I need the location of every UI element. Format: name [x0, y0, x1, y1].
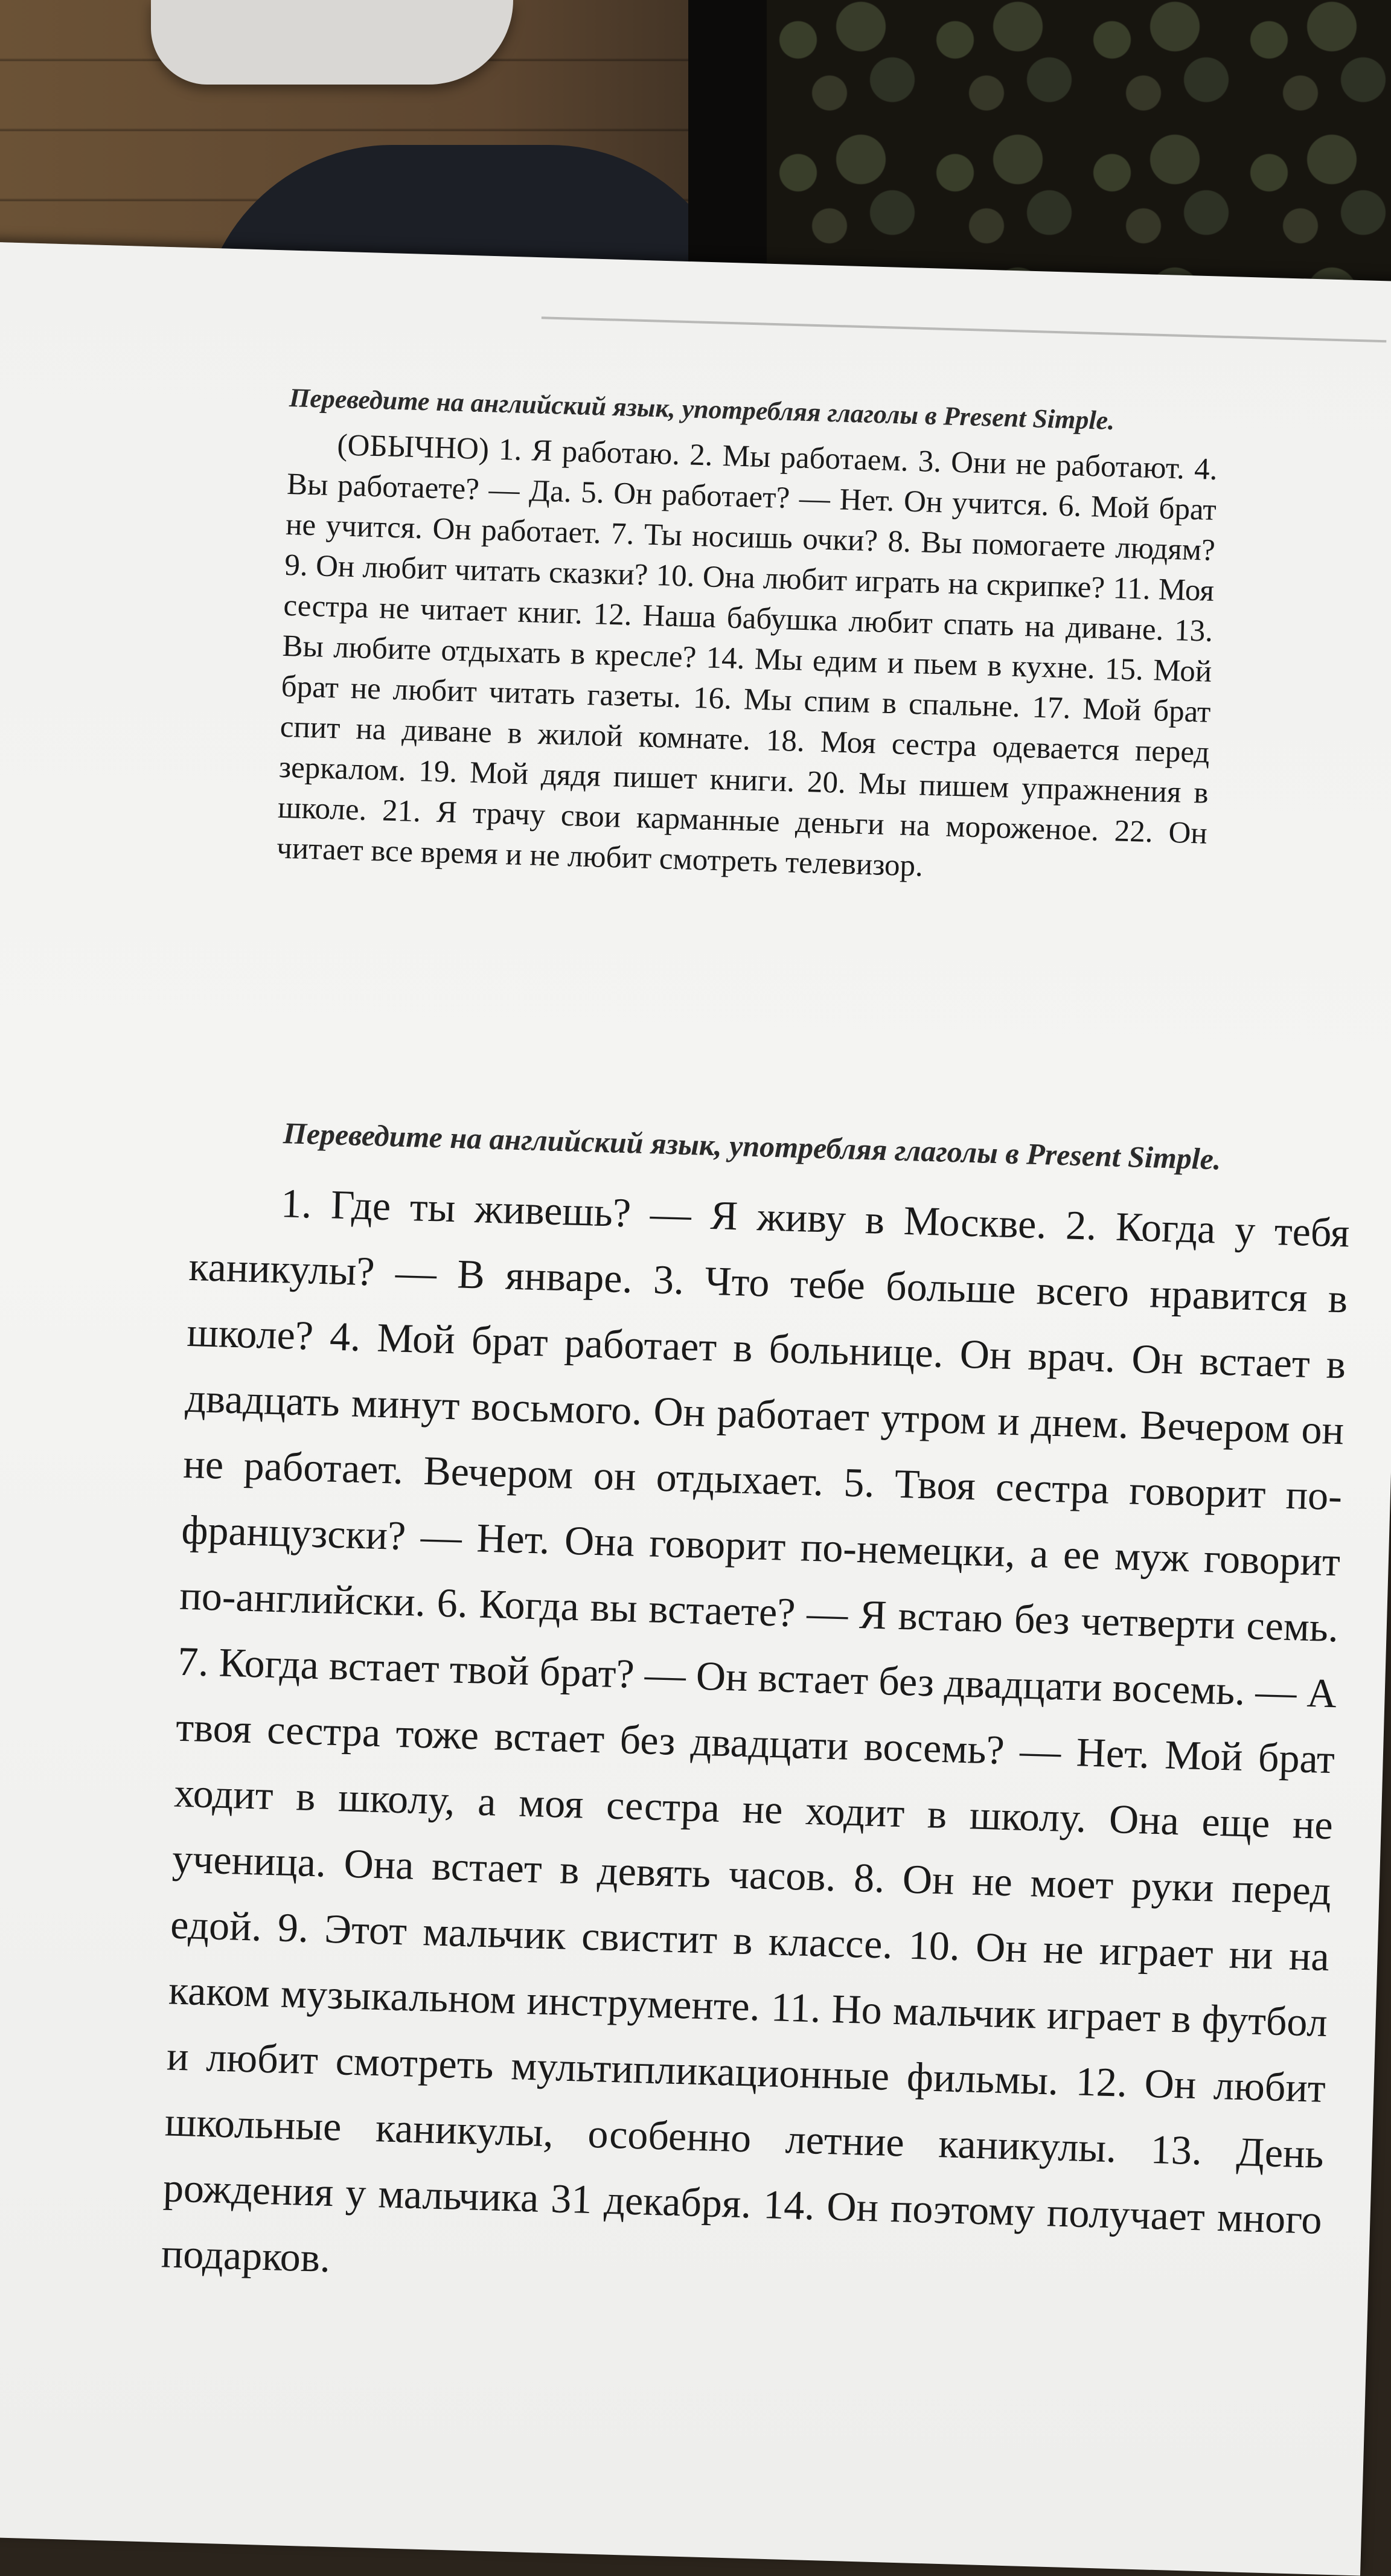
- exercise-1: [276, 380, 1219, 895]
- exercise-1-instruction: Переведите на английский язык, употребляя глаголы в Present Simple.: [289, 382, 1115, 436]
- exercise-1-text: (ОБЫЧНО) 1. Я работаю. 2. Мы работаем. 3. Они не работают. 4. Вы работаете? — Да. 5. Он работает? — Нет. Он учится. 6. Мой брат не учится. Он работает. 7. Ты носишь очки? 8. Вы помогаете людям? 9. Он любит читать сказки? 10. Она любит играть на скрипке? 11. Моя сестра не читает книг. 12. Наша бабушка любит спать на диване. 13. Вы любите отдыхать в кресле? 14. Мы едим и пьем в кухне. 15. Мой брат не любит читать газеты. 16. Мы спим в спальне. 17. Мой брат спит на диване в жилой комнате. 18. Моя сестра одевается перед зеркалом. 19. Мой дядя пишет книги. 20. Мы пишем упражнения в школе. 21. Я трачу свои карманные деньги на мороженое. 22. Он читает все время и не любит смотреть телевизор.: [276, 428, 1218, 883]
- exercise-2: [161, 1111, 1352, 2319]
- exercise-2-text: 1. Где ты живешь? — Я живу в Москве. 2. Когда у тебя каникулы? — В январе. 3. Что тебе больше всего нравится в школе? 4. Мой брат работает в больнице. Он врач. Он встает в двадцать минут восьмого. Он работает утром и днем. Вечером он не работает. Вечером он отдыхает. 5. Твоя сестра говорит по-французски? — Нет. Она говорит по-немецки, а ее муж говорит по-английски. 6. Когда вы встаете? — Я встаю без четверти семь. 7. Когда встает твой брат? — Он встает без двадцати восемь. — А твоя сестра тоже встает без двадцати восемь? — Нет. Мой брат ходит в школу, а моя сестра не ходит в школу. Она еще не ученица. Она встает в девять часов. 8. Он не моет руки перед едой. 9. Этот мальчик свистит в классе. 10. Он не играет ни на каком музыкальном инструменте. 11. Но мальчик играет в футбол и любит смотреть мультипликационные фильмы. 12. Он любит школьные каникулы, особенно летние каникулы. 13. День рождения у мальчика 31 декабря. 14. Он поэтому получает много подарков.: [161, 1180, 1351, 2281]
- exercise-2-instruction: Переведите на английский язык, употребляя глаголы в Present Simple.: [283, 1116, 1222, 1176]
